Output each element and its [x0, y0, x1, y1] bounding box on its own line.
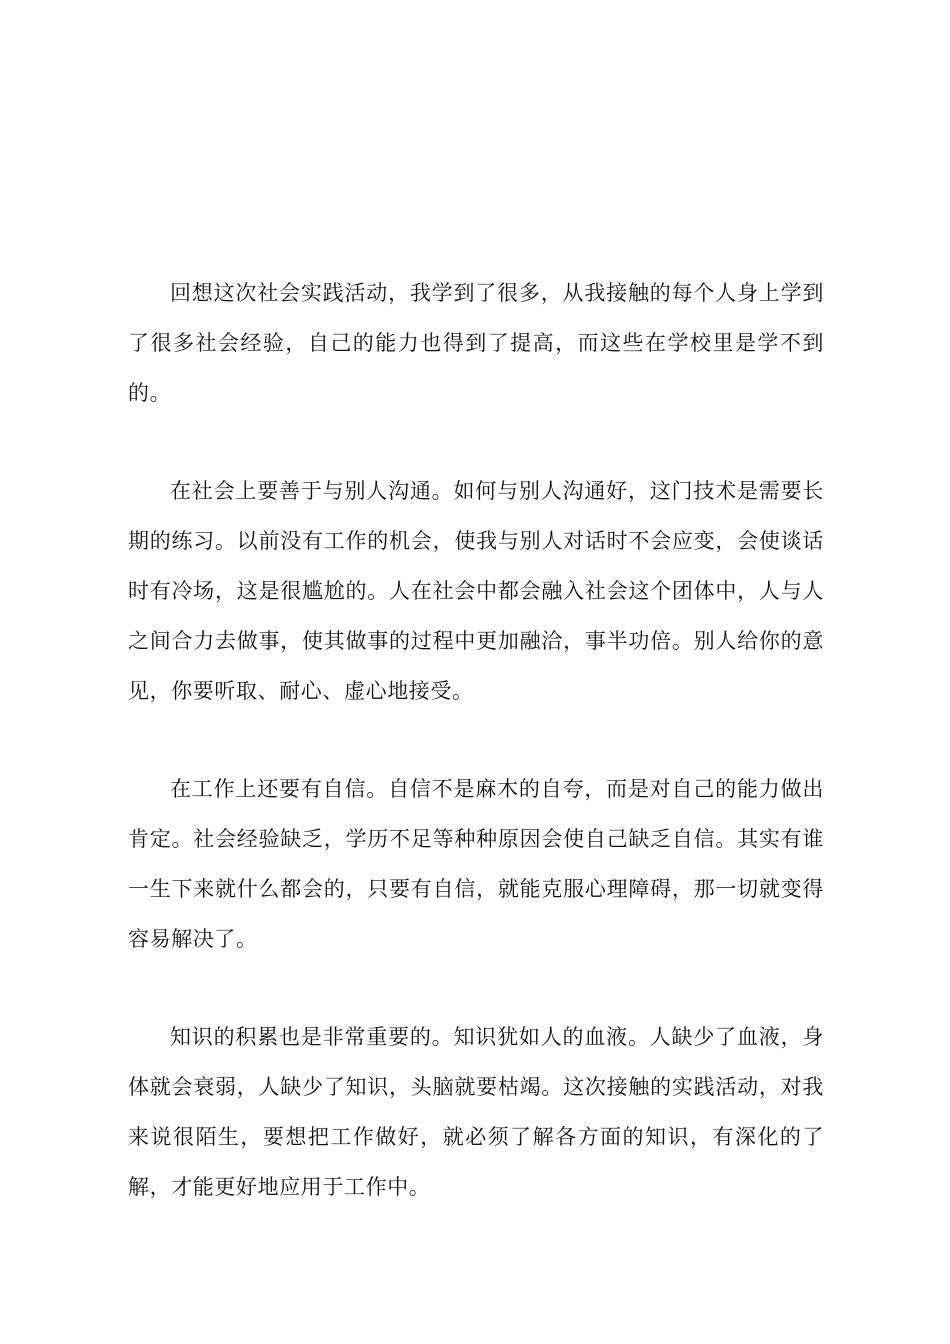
document-body: [128, 268, 824, 1260]
paragraph-confidence: 在工作上还要有自信。自信不是麻木的自夸，而是对自己的能力做出肯定。社会经验缺乏，学历不足等种种原因会使自己缺乏自信。其实有谁一生下来就什么都会的，只要有自信，就能克服心理障碍，那一切就变得容易解决了。: [128, 777, 824, 951]
paragraph-reflection: 回想这次社会实践活动，我学到了很多，从我接触的每个人身上学到了很多社会经验，自己的能力也得到了提高，而这些在学校里是学不到的。: [128, 281, 824, 405]
paragraph-communication: 在社会上要善于与别人沟通。如何与别人沟通好，这门技术是需要长期的练习。以前没有工作的机会，使我与别人对话时不会应变，会使谈话时有冷场，这是很尴尬的。人在社会中都会融入社会这个团体中，人与人之间合力去做事，使其做事的过程中更加融洽，事半功倍。别人给你的意见，你要听取、耐心、虚心地接受。: [128, 479, 824, 703]
paragraph-knowledge: 知识的积累也是非常重要的。知识犹如人的血液。人缺少了血液，身体就会衰弱，人缺少了知识，头脑就要枯竭。这次接触的实践活动，对我来说很陌生，要想把工作做好，就必须了解各方面的知识，有深化的了解，才能更好地应用于工作中。: [128, 1025, 824, 1199]
